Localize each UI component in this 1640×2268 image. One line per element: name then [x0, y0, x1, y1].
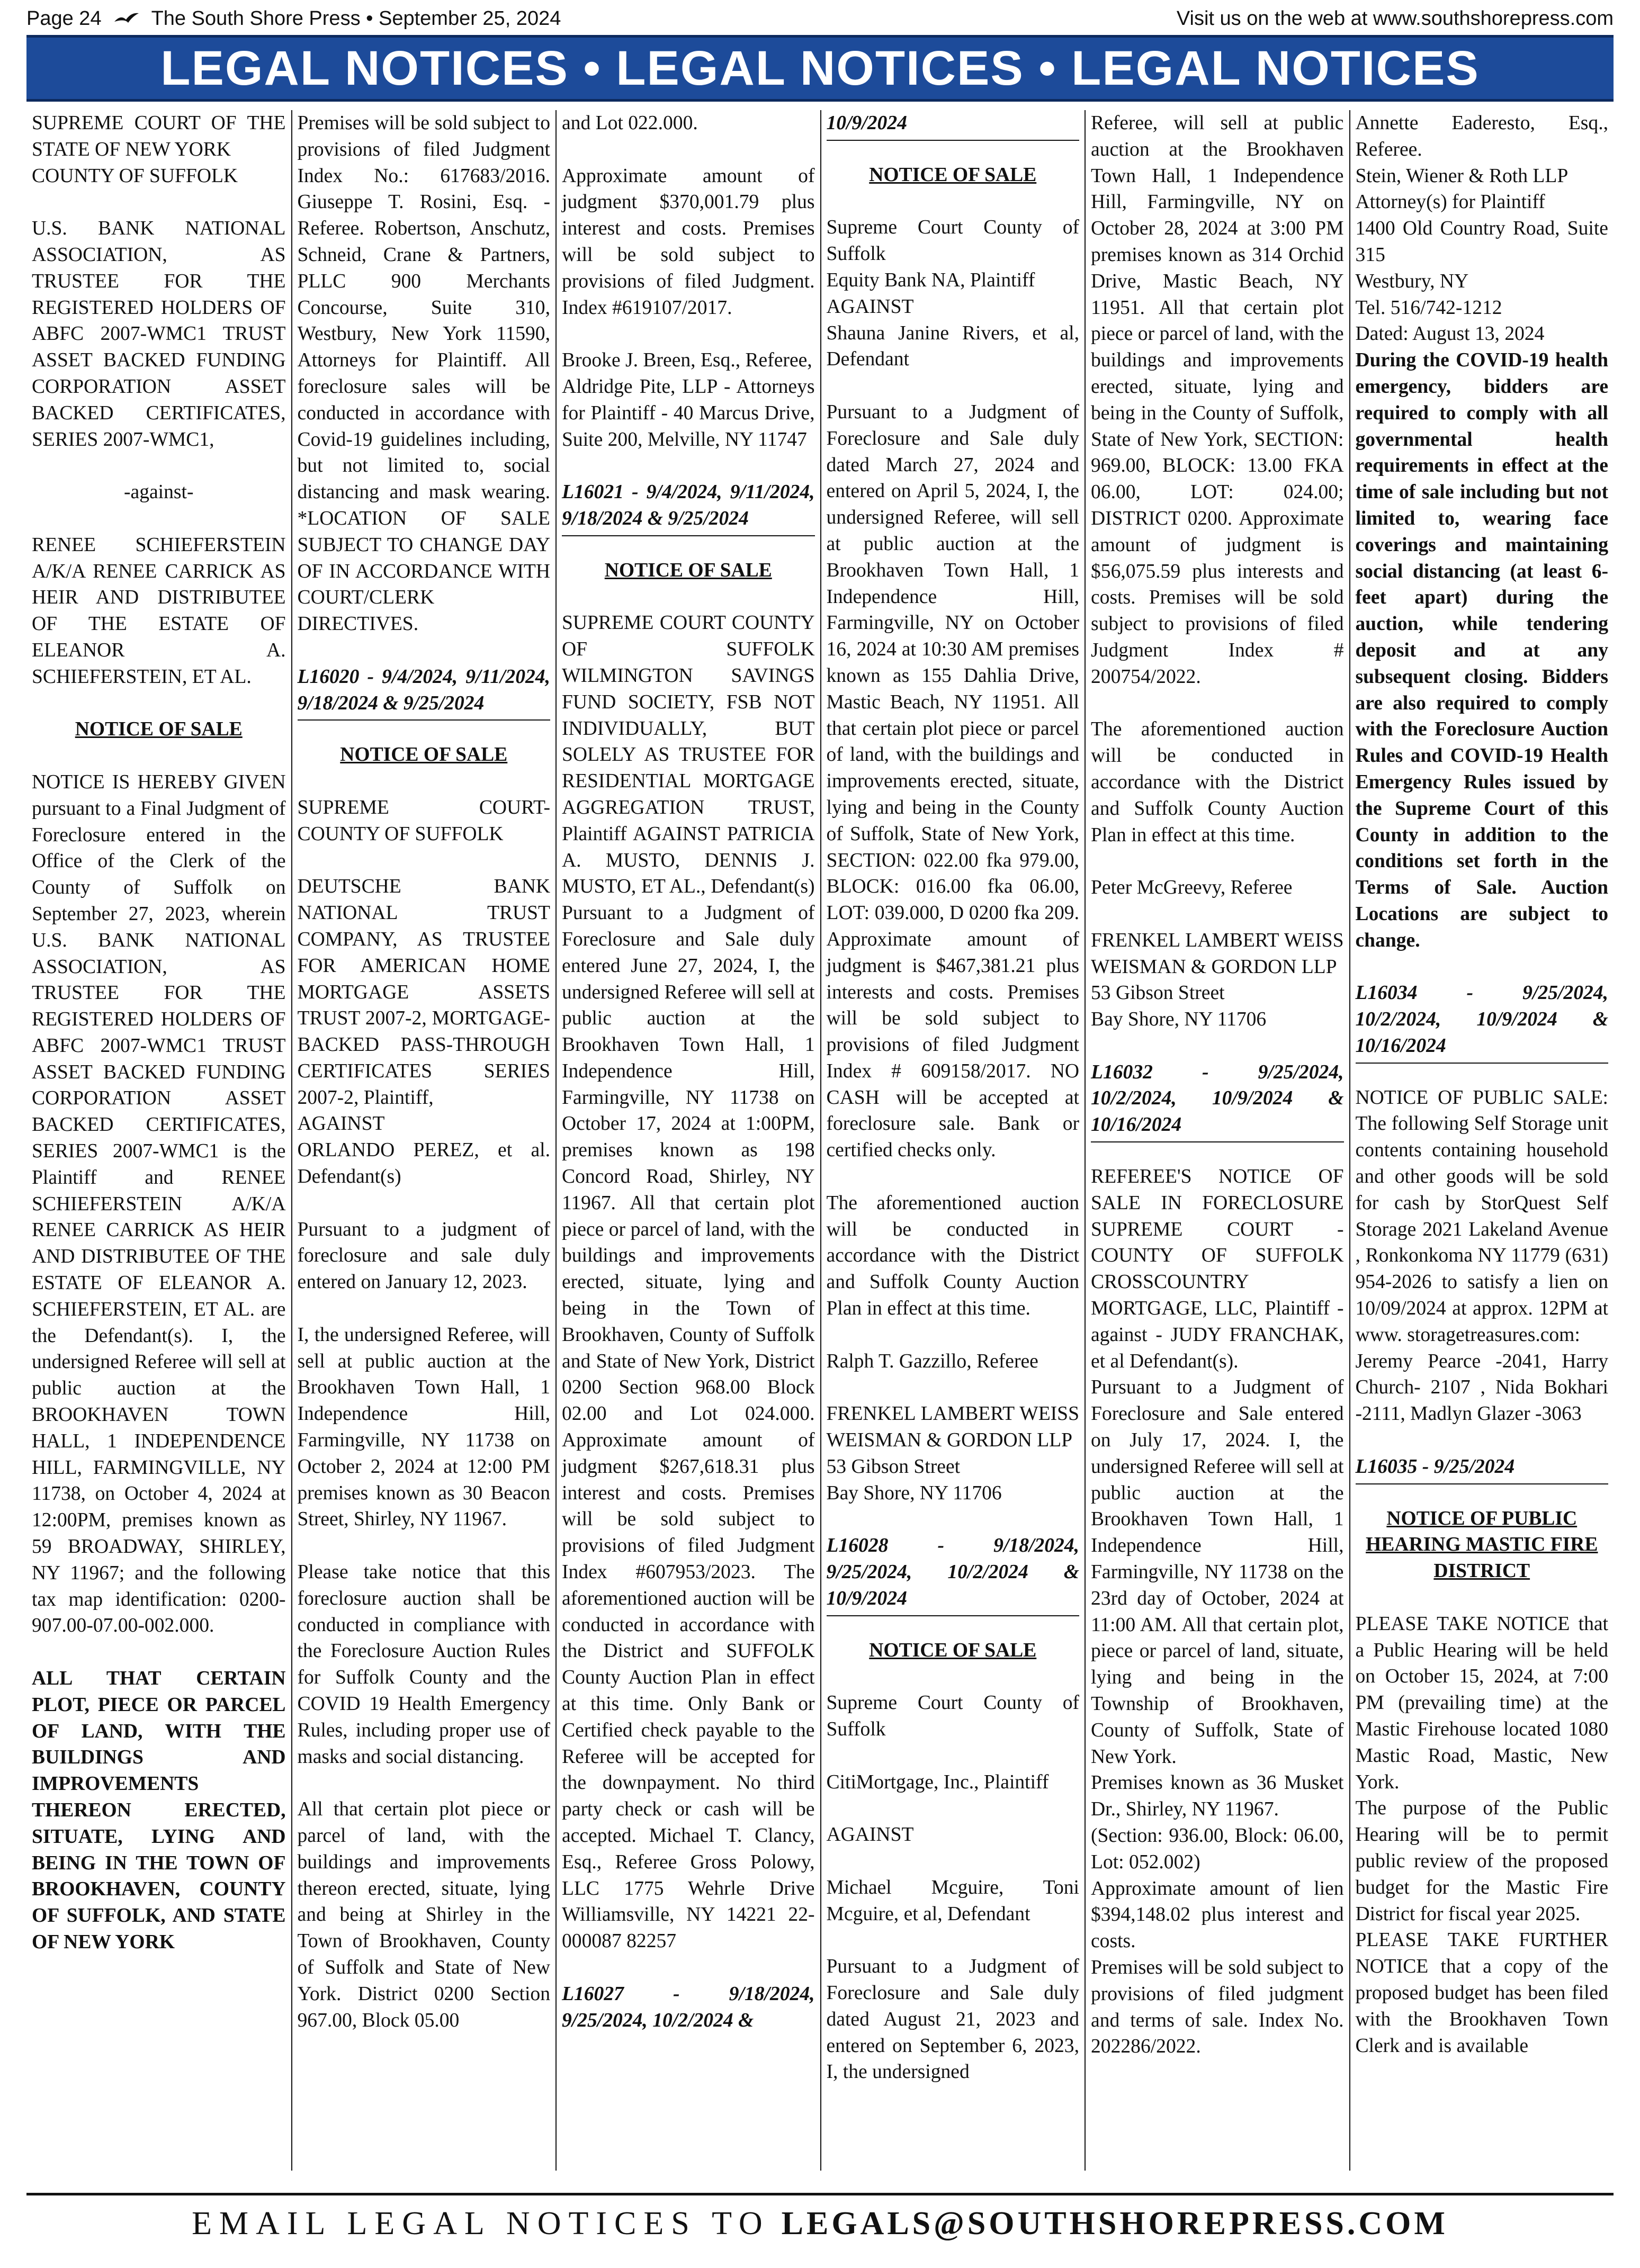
notice-paragraph: 53 Gibson Street [1091, 982, 1225, 1004]
notice-code: L16021 - 9/4/2024, 9/11/2024, 9/18/2024 & 9/25/2024 [562, 479, 815, 536]
notice-paragraph: -against- [124, 481, 194, 503]
notice-paragraph: SUPREME COURT OF THE STATE OF NEW YORK [32, 112, 286, 160]
notice-paragraph: DEUTSCHE BANK NATIONAL TRUST COMPANY, AS TRUSTEE FOR AMERICAN HOME MORTGAGE ASSETS TRUST 2007-2, MORTGAGE-BACKED PASS-THROUGH CERTIFICATES SERIES 2007-2, Plaintiff, [297, 876, 550, 1109]
notice-paragraph: Premises known as 36 Musket Dr., Shirley, NY 11967. [1091, 1772, 1344, 1821]
notice-paragraph: NOTICE IS HEREBY GIVEN pursuant to a Final Judgment of Foreclosure entered in the Office of the Clerk of the County of Suffolk on September 27, 2023, wherein U.S. BANK NATIONAL ASSOCIATION, AS TRUSTEE FOR THE REGISTERED HOLDERS OF ABFC 2007-WMC1 TRUST ASSET BACKED FUNDING CORPORATION ASSET BACKED CERTIFICATES, SERIES 2007-WMC1 is the Plaintiff and RENEE SCHIEFERSTEIN A/K/A RENEE CARRICK AS HEIR AND DISTRIBUTEE OF THE ESTATE OF ELEANOR A. SCHIEFERSTEIN, ET AL. are the Defendant(s). I, the undersigned Referee will sell at public auction at the BROOKHAVEN TOWN HALL, 1 INDEPENDENCE HILL, FARMINGVILLE, NY 11738, on October 4, 2024 at 12:00PM, premises known as 59 BROADWAY, SHIRLEY, NY 11967; and the following tax map identification: 0200-907.00-07.00-002.000. [32, 771, 286, 1637]
notice-heading: NOTICE OF SALE [869, 164, 1037, 186]
notice-code: L16035 - 9/25/2024 [1356, 1454, 1609, 1484]
legal-notices-banner: LEGAL NOTICES • LEGAL NOTICES • LEGAL NOTICES [26, 35, 1614, 102]
legals-email-link[interactable]: LEGALS@SOUTHSHOREPRESS.COM [781, 2205, 1448, 2242]
page-number: Page 24 [26, 7, 102, 30]
notice-paragraph: Peter McGreevy, Referee [1091, 877, 1293, 899]
notice-paragraph: (Section: 936.00, Block: 06.00, Lot: 052.002) [1091, 1825, 1344, 1873]
paper-name-date: The South Shore Press • September 25, 2024 [151, 7, 561, 30]
notice-paragraph: Jeremy Pearce -2041, Harry Church- 2107 , Nida Bokhari -2111, Madlyn Glazer -3063 [1355, 1350, 1608, 1425]
notice-paragraph: All that certain plot piece or parcel of land, with the buildings and improvements thereon erected, situate, lying and being at Shirley in the Town of Brookhaven, County of Suffolk and State of New York. District 0200 Section 967.00, Block 05.00 [297, 1798, 550, 2031]
notice-paragraph: AGAINST [826, 295, 914, 318]
page-header [26, 3, 1614, 34]
column-5 [1085, 110, 1349, 2171]
notice-heading: NOTICE OF SALE [75, 718, 243, 741]
notice-paragraph: The purpose of the Public Hearing will be to permit public review of the proposed budget for the Mastic Fire District for fiscal year 2025. [1355, 1797, 1608, 1925]
notice-paragraph: PLEASE TAKE FURTHER NOTICE that a copy of the proposed budget has been filed with the Brookhaven Town Clerk and is available [1355, 1929, 1608, 2057]
notice-heading: NOTICE OF SALE [340, 744, 508, 766]
notice-paragraph: Bay Shore, NY 11706 [1091, 1009, 1267, 1031]
notice-paragraph: Pursuant to a Judgment of Foreclosure and Sale duly dated August 21, 2023 and entered on September 6, 2023, I, the undersigned [826, 1956, 1079, 2083]
notice-paragraph: and Lot 022.000. [562, 112, 698, 134]
notice-code: L16032 - 9/25/2024, 10/2/2024, 10/9/2024 & 10/16/2024 [1091, 1059, 1344, 1142]
page-footer [26, 2202, 1614, 2245]
notice-paragraph: Attorney(s) for Plaintiff [1355, 191, 1545, 213]
notice-paragraph: AGAINST [826, 1824, 914, 1846]
column-6 [1349, 110, 1614, 2171]
notice-paragraph: SUPREME COURT- COUNTY OF SUFFOLK [297, 796, 550, 845]
notice-paragraph: Referee, will sell at public auction at the Brookhaven Town Hall, 1 Independence Hill, Farmingville, NY on October 28, 2024 at 3:00 PM premises known as 314 Orchid Drive, Mastic Beach, NY 11951. All that certain plot piece or parcel of land, with the buildings and improvements erected, situate, lying and being in the County of Suffolk, State of New York, SECTION: 969.00, BLOCK: 13.00 FKA 06.00, LOT: 024.00; DISTRICT 0200. Approximate amount of judgment is $56,075.59 plus interests and costs. Premises will be sold subject to provisions of filed Judgment Index # 200754/2022. [1091, 112, 1344, 688]
notice-paragraph: ALL THAT CERTAIN PLOT, PIECE OR PARCEL OF LAND, WITH THE BUILDINGS AND IMPROVEMENTS THEREON ERECTED, SITUATE, LYING AND BEING IN THE TOWN OF BROOKHAVEN, COUNTY OF SUFFOLK, AND STATE OF NEW YORK [32, 1668, 286, 1953]
notice-paragraph: REFEREE'S NOTICE OF SALE IN FORECLOSURE SUPREME COURT - COUNTY OF SUFFOLK CROSSCOUNTRY MORTGAGE, LLC, Plaintiff - against - JUDY FRANCHAK, et al Defendant(s). [1091, 1166, 1344, 1372]
notice-paragraph: 1400 Old Country Road, Suite 315 [1355, 218, 1608, 266]
notice-columns [26, 110, 1614, 2171]
column-1 [26, 110, 291, 2171]
notice-paragraph: U.S. BANK NATIONAL ASSOCIATION, AS TRUSTEE FOR THE REGISTERED HOLDERS OF ABFC 2007-WMC1 TRUST ASSET BACKED FUNDING CORPORATION ASSET BACKED CERTIFICATES, SERIES 2007-WMC1, [32, 218, 286, 451]
notice-paragraph: Pursuant to a judgment of foreclosure and sale duly entered on January 12, 2023. [297, 1218, 550, 1293]
notice-paragraph: Supreme Court County of Suffolk [826, 1692, 1079, 1741]
notice-paragraph: The aforementioned auction will be conducted in accordance with the District and Suffolk County Auction Plan in effect at this time. [1091, 718, 1344, 846]
notice-paragraph: Michael Mcguire, Toni Mcguire, et al, Defendant [826, 1876, 1079, 1925]
notice-paragraph: PLEASE TAKE NOTICE that a Public Hearing will be held on October 15, 2024, at 7:00 PM (prevailing time) at the Mastic Firehouse located 1080 Mastic Road, Mastic, New York. [1355, 1613, 1608, 1793]
notice-paragraph: Annette Eaderesto, Esq., Referee. [1355, 112, 1608, 160]
seagull-icon [113, 11, 140, 26]
notice-code: L16034 - 9/25/2024, 10/2/2024, 10/9/2024 & 10/16/2024 [1356, 980, 1609, 1063]
notice-paragraph: Supreme Court County of Suffolk [826, 217, 1079, 265]
notice-code: L16020 - 9/4/2024, 9/11/2024, 9/18/2024 & 9/25/2024 [298, 664, 551, 721]
notice-paragraph: CitiMortgage, Inc., Plaintiff [826, 1771, 1049, 1793]
notice-paragraph: The aforementioned auction will be conducted in accordance with the District and Suffolk County Auction Plan in effect at this time. [826, 1192, 1079, 1320]
notice-heading: NOTICE OF PUBLIC HEARING MASTIC FIRE DISTRICT [1366, 1507, 1598, 1582]
notice-paragraph: SUPREME COURT COUNTY OF SUFFOLK WILMINGTON SAVINGS FUND SOCIETY, FSB NOT INDIVIDUALLY, BUT SOLELY AS TRUSTEE FOR RESIDENTIAL MORTGAGE AGGREGATION TRUST, Plaintiff AGAINST PATRICIA A. MUSTO, DENNIS J. MUSTO, ET AL., Defendant(s) Pursuant to a Judgment of Foreclosure and Sale duly entered June 27, 2024, I, the undersigned Referee will sell at public auction at the Brookhaven Town Hall, 1 Independence Hill, Farmingville, NY 11738 on October 17, 2024 at 1:00PM, premises known as 198 Concord Road, Shirley, NY 11967. All that certain plot piece or parcel of land, with the buildings and improvements erected, situate, lying and being in the Town of Brookhaven, County of Suffolk and State of New York, District 0200 Section 968.00 Block 02.00 and Lot 024.000. Approximate amount of judgment $267,618.31 plus interest and costs. Premises will be sold subject to provisions of filed Judgment Index #607953/2023. The aforementioned auction will be conducted in accordance with the District and SUFFOLK County Auction Plan in effect at this time. Only Bank or Certified check payable to the Referee will be accepted for the downpayment. No third party check or cash will be accepted. Michael T. Clancy, Esq., Referee Gross Polowy, LLC 1775 Wehrle Drive Williamsville, NY 14221 22-000087 82257 [562, 612, 815, 1952]
column-3 [555, 110, 820, 2171]
notice-paragraph: I, the undersigned Referee, will sell at public auction at the Brookhaven Town Hall, 1 Independence Hill, Farmingville, NY 11738 on October 2, 2024 at 12:00 PM premises known as 30 Beacon Street, Shirley, NY 11967. [297, 1324, 550, 1531]
notice-paragraph: Ralph T. Gazzillo, Referee [826, 1350, 1038, 1372]
notice-paragraph: Approximate amount of lien $394,148.02 plus interest and costs. [1091, 1877, 1344, 1952]
header-left [26, 7, 561, 30]
column-4 [820, 110, 1085, 2171]
notice-paragraph: Please take notice that this foreclosure auction shall be conducted in compliance with the Foreclosure Auction Rules for Suffolk County and the COVID 19 Health Emergency Rules, including proper use of masks and social distancing. [297, 1561, 550, 1768]
notice-code: L16028 - 9/18/2024, 9/25/2024, 10/2/2024 & 10/9/2024 [827, 1533, 1080, 1616]
notice-paragraph: Stein, Wiener & Roth LLP [1355, 165, 1569, 187]
notice-paragraph: Premises will be sold subject to provisions of filed Judgment Index No.: 617683/2016. Giuseppe T. Rosini, Esq. - Referee. Robertson, Anschutz, Schneid, Crane & Partners, PLLC 900 Merchants Concourse, Suite 310, Westbury, New York 11590, Attorneys for Plaintiff. All foreclosure sales will be conducted in accordance with Covid-19 guidelines including, but not limited to, social distancing and mask wearing. *LOCATION OF SALE SUBJECT TO CHANGE DAY OF IN ACCORDANCE WITH COURT/CLERK DIRECTIVES. [297, 112, 550, 635]
notice-paragraph: Tel. 516/742-1212 [1355, 296, 1502, 319]
notice-paragraph: Aldridge Pite, LLP - Attorneys for Plaintiff - 40 Marcus Drive, Suite 200, Melville, NY 11747 [562, 375, 815, 451]
notice-paragraph: ORLANDO PEREZ, et al. Defendant(s) [297, 1139, 550, 1188]
notice-paragraph: Pursuant to a Judgment of Foreclosure and Sale duly dated March 27, 2024 and entered on April 5, 2024, I, the undersigned Referee, will sell at public auction at the Brookhaven Town Hall, 1 Independence Hill, Farmingville, NY on October 16, 2024 at 10:30 AM premises known as 155 Dahlia Drive, Mastic Beach, NY 11951. All that certain plot piece or parcel of land, with the buildings and improvements erected, situate, lying and being in the County of Suffolk, State of New York, SECTION: 022.00 fka 979.00, BLOCK: 016.00 fka 06.00, LOT: 039.000, D 0200 fka 209. Approximate amount of judgment is $467,381.21 plus interests and costs. Premises will be sold subject to provisions of filed Judgment Index # 609158/2017. NO CASH will be accepted at foreclosure sale. Bank or certified checks only. [826, 401, 1079, 1162]
notice-code: 10/9/2024 [827, 110, 1080, 141]
notice-paragraph: NOTICE OF PUBLIC SALE: The following Self Storage unit contents containing household and other goods will be sold for cash by StorQuest Self Storage 2021 Lakeland Avenue , Ronkonkoma NY 11779 (631) 954-2026 to satisfy a lien on 10/09/2024 at approx. 12PM at www. storagetreasures.com: [1355, 1086, 1608, 1346]
column-2 [291, 110, 556, 2171]
notice-paragraph: Shauna Janine Rivers, et al, Defendant [826, 322, 1079, 371]
notice-paragraph: Pursuant to a Judgment of Foreclosure and Sale entered on July 17, 2024. I, the undersigned Referee will sell at public auction at the Brookhaven Town Hall, 1 Independence Hill, Farmingville, NY 11738 on the 23rd day of October, 2024 at 11:00 AM. All that certain plot, piece or parcel of land, situate, lying and being in the Township of Brookhaven, County of Suffolk, State of New York. [1091, 1376, 1344, 1768]
notice-paragraph: Bay Shore, NY 11706 [826, 1482, 1002, 1504]
website-link[interactable]: Visit us on the web at www.southshorepress.com [1176, 7, 1614, 30]
notice-paragraph: FRENKEL LAMBERT WEISS WEISMAN & GORDON LLP [826, 1403, 1079, 1452]
notice-paragraph: During the COVID-19 health emergency, bidders are required to comply with all governmental health requirements in effect at the time of sale including but not limited to, wearing face coverings and maintaining social distancing (at least 6-feet apart) during the auction, while tendering deposit and at any subsequent closing. Bidders are also required to comply with the Foreclosure Auction Rules and COVID-19 Health Emergency Rules issued by the Supreme Court of this County in addition to the conditions set forth in the Terms of Sale. Auction Locations are subject to change. [1355, 349, 1608, 951]
notice-heading: NOTICE OF SALE [604, 559, 772, 581]
notice-paragraph: L16027 - 9/18/2024, 9/25/2024, 10/2/2024 & [562, 1983, 815, 2031]
notice-heading: NOTICE OF SALE [869, 1639, 1037, 1661]
notice-paragraph: Dated: August 13, 2024 [1355, 323, 1545, 345]
notice-paragraph: AGAINST [297, 1113, 385, 1135]
notice-paragraph: Equity Bank NA, Plaintiff [826, 269, 1035, 291]
notice-paragraph: FRENKEL LAMBERT WEISS WEISMAN & GORDON LLP [1091, 929, 1344, 978]
notice-paragraph: Westbury, NY [1355, 270, 1469, 292]
notice-paragraph: Approximate amount of judgment $370,001.79 plus interest and costs. Premises will be sold subject to provisions of filed Judgment. Index #619107/2017. [562, 165, 815, 319]
footer-label: EMAIL LEGAL NOTICES TO [192, 2205, 770, 2242]
notice-paragraph: Premises will be sold subject to provisions of filed judgment and terms of sale. Index No. 202286/2022. [1091, 1956, 1344, 2058]
notice-paragraph: RENEE SCHIEFERSTEIN A/K/A RENEE CARRICK AS HEIR AND DISTRIBUTEE OF THE ESTATE OF ELEANOR A. SCHIEFERSTEIN, ET AL. [32, 534, 286, 688]
notice-paragraph: 53 Gibson Street [826, 1455, 961, 1478]
footer-divider [26, 2193, 1614, 2195]
notice-paragraph: COUNTY OF SUFFOLK [32, 165, 238, 187]
notice-paragraph: Brooke J. Breen, Esq., Referee, [562, 349, 812, 372]
